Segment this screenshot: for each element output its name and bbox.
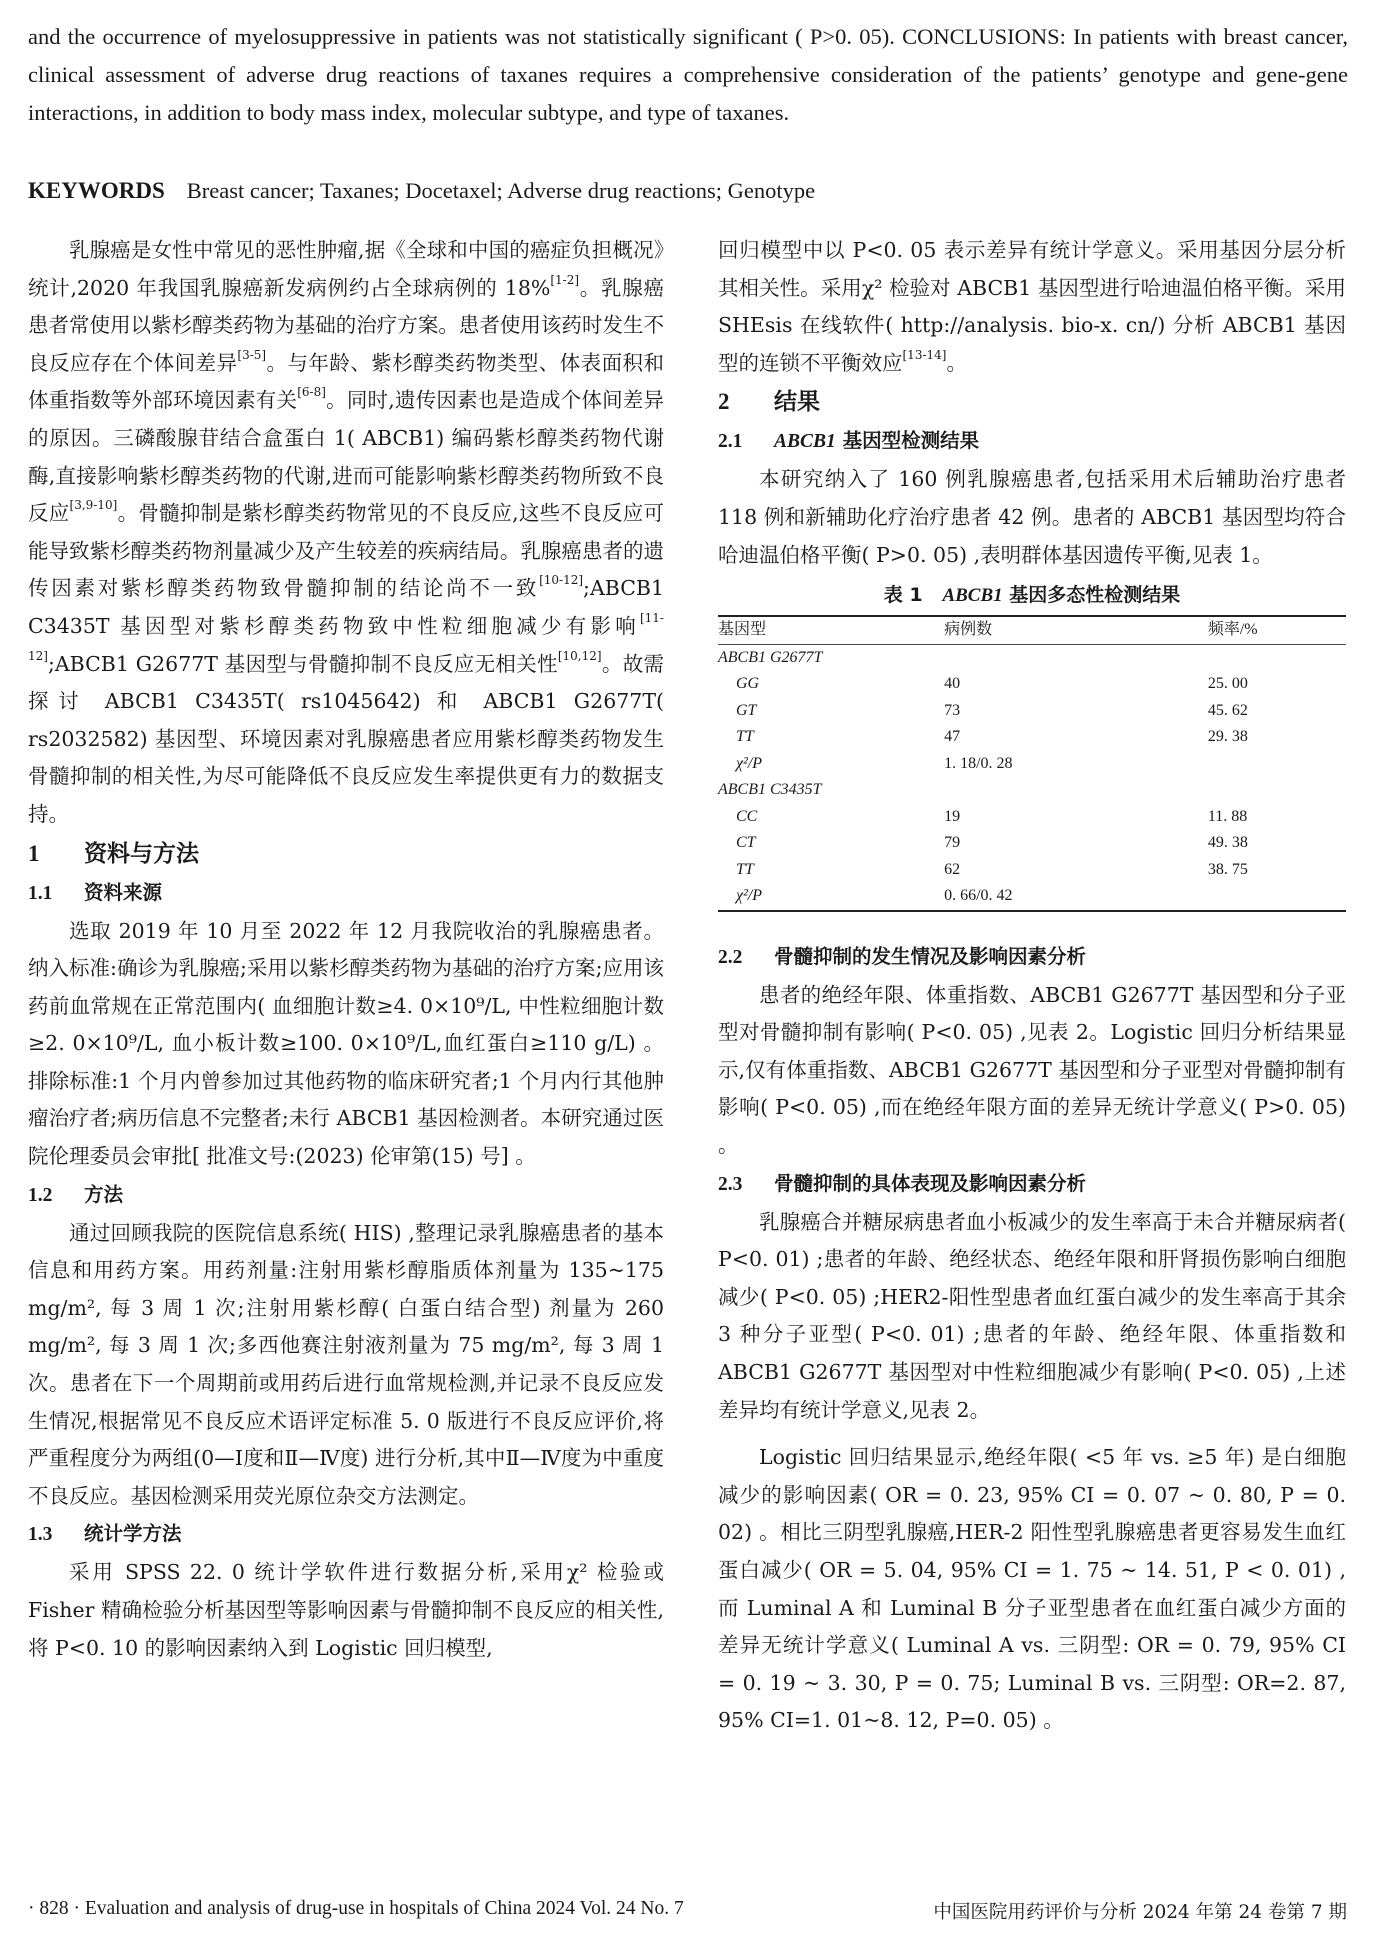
intro-seg: 乳腺癌是女性中常见的恶性肿瘤,据《全球和中国的癌症负担概况》统计,2020 年我国乳腺癌新发病例约占全球病例的 18% (28, 238, 664, 300)
section-1-3-heading (28, 1515, 664, 1554)
cases: 62 (944, 860, 961, 878)
stats-continued (718, 232, 1346, 382)
keywords (28, 178, 815, 204)
english-abstract (28, 18, 1348, 132)
section-title: 基因型检测结果 (835, 429, 980, 453)
cases: 47 (944, 728, 961, 746)
genotype: CC (736, 807, 758, 825)
stats-end: 。 (946, 350, 967, 375)
table-row (718, 671, 1346, 698)
citation: [6-8] (297, 385, 326, 400)
footer-journal-en: · 828 · Evaluation and analysis of drug-use in hospitals of China 2024 Vol. 24 No. 7 (28, 1898, 684, 1919)
intro-seg: ;ABCB1 C3435T 基因型对紫杉醇类药物致中性粒细胞减少有影响 (28, 576, 664, 638)
stat-value: 1. 18/0. 28 (944, 754, 1013, 772)
section-title: 统计学方法 (84, 1522, 182, 1546)
section-title: 骨髓抑制的具体表现及影响因素分析 (774, 1171, 1087, 1195)
stat-label: χ²/P (736, 887, 763, 905)
table-row (718, 804, 1346, 831)
gene-name: ABCB1 (942, 585, 1003, 607)
table-1-title (718, 576, 1346, 615)
section-title: 资料来源 (84, 880, 163, 904)
group-name: ABCB1 C3435T (718, 781, 822, 799)
intro-seg: 。故需探讨 ABCB1 C3435T( rs1045642) 和 ABCB1 G2677T( rs2032582) 基因型、环境因素对乳腺癌患者应用紫杉醇类药物发生骨髓抑制的相关性,为尽可能降低不良反应发生率提供更有力的数据支持。 (28, 651, 665, 826)
table-stat-row (718, 751, 1346, 778)
frequency: 45. 62 (1207, 701, 1248, 719)
section-number: 2.3 (718, 1173, 743, 1195)
section-number: 2.2 (718, 946, 743, 968)
footer-journal-cn: 中国医院用药评价与分析 2024 年第 24 卷第 7 期 (933, 1902, 1347, 1923)
section-title: 方法 (84, 1182, 124, 1206)
right-column (718, 232, 1346, 1740)
header-cases: 病例数 (944, 621, 993, 639)
section-number: 2.1 (718, 431, 743, 453)
citation: [11-12] (28, 610, 664, 663)
section-1-2-heading (28, 1176, 664, 1215)
section-1-heading (28, 834, 664, 874)
genotype: GG (736, 675, 760, 693)
intro-paragraph (28, 232, 664, 834)
keywords-list: Breast cancer; Taxanes; Docetaxel; Adverse drug reactions; Genotype (186, 178, 816, 203)
section-number: 1.3 (28, 1524, 53, 1546)
table-header-row (718, 616, 1346, 644)
intro-seg: 。与年龄、紫杉醇类药物类型、体表面积和体重指数等外部环境因素有关 (28, 350, 665, 413)
table-group-row (718, 777, 1346, 804)
keywords-label: KEYWORDS (28, 178, 165, 203)
left-column (28, 232, 664, 1667)
cases: 40 (944, 675, 961, 693)
section-title: 结果 (774, 389, 820, 416)
section-2-1-text: 本研究纳入了 160 例乳腺癌患者,包括采用术后辅助治疗患者 118 例和新辅助化疗治疗患者 42 例。患者的 ABCB1 基因型均符合哈迪温伯格平衡( P>0. 05) ,表明群体基因遗传平衡,见表 1。 (718, 467, 1346, 567)
genotype: CT (736, 834, 756, 852)
section-number: 1.2 (28, 1184, 53, 1206)
section-1-2-text: 通过回顾我院的医院信息系统( HIS) ,整理记录乳腺癌患者的基本信息和用药方案。用药剂量:注射用紫杉醇脂质体剂量为 135~175 mg/m², 每 3 周 1 次;注射用紫杉醇( 白蛋白结合型) 剂量为 260 mg/m², 每 3 周 1 次;多西他赛注射液剂量为 75 mg/m², 每 3 周 1 次。患者在下一个周期前或用药后进行血常规检测,并记录不良反应发生情况,根据常见不良反应术语评定标准 5. 0 版进行不良反应评价,将严重程度分为两组(0—Ⅰ度和Ⅱ—Ⅳ度) 进行分析,其中Ⅱ—Ⅳ度为中重度不良反应。基因检测采用荧光原位杂交方法测定。 (28, 1220, 664, 1508)
table-group-row (718, 644, 1346, 671)
frequency: 38. 75 (1207, 860, 1248, 878)
cases: 73 (944, 701, 961, 719)
table-caption: 基因多态性检测结果 (1002, 584, 1181, 607)
genotype: GT (736, 701, 757, 719)
frequency: 25. 00 (1207, 675, 1248, 693)
gene-name: ABCB1 (774, 431, 836, 453)
group-name: ABCB1 G2677T (718, 648, 823, 666)
section-1-1-heading (28, 874, 664, 913)
section-title: 骨髓抑制的发生情况及影响因素分析 (774, 944, 1087, 968)
section-2-3-text-2: Logistic 回归结果显示,绝经年限( <5 年 vs. ≥5 年) 是白细胞减少的影响因素( OR = 0. 23, 95% CI = 0. 07 ~ 0. 80, P = 0. 02) 。相比三阴型乳腺癌,HER-2 阳性型乳腺癌患者更容易发生血红蛋白减少( OR = 5. 04, 95% CI = 1. 75 ~ 14. 51, P < 0. 01) ,而 Luminal A 和 Luminal B 分子亚型患者在血红蛋白减少方面的差异无统计学意义( Luminal A vs. 三阴型: OR = 0. 79, 95% CI = 0. 19 ~ 3. 30, P = 0. 75; Luminal B vs. 三阴型: OR=2. 87, 95% CI=1. 01~8. 12, P=0. 05) 。 (718, 1445, 1346, 1733)
stat-value: 0. 66/0. 42 (944, 887, 1013, 905)
stats-text: 回归模型中以 P<0. 05 表示差异有统计学意义。采用基因分层分析其相关性。采用χ² 检验对 ABCB1 基因型进行哈迪温伯格平衡。采用 SHEsis 在线软件( http://analysis. bio-x. cn/) 分析 ABCB1 基因型的连锁不平衡效应 (718, 238, 1346, 375)
citation: [10,12] (557, 648, 602, 663)
citation: [10-12] (539, 573, 584, 588)
table-1 (718, 615, 1346, 912)
section-2-heading (718, 382, 1346, 422)
intro-seg: 。骨髓抑制是紫杉醇类药物常见的不良反应,这些不良反应可能导致紫杉醇类药物剂量减少及产生较差的疾病结局。乳腺癌患者的遗传因素对紫杉醇类药物致骨髓抑制的结论尚不一致 (28, 501, 664, 601)
genotype: TT (736, 860, 754, 878)
frequency: 49. 38 (1207, 834, 1248, 852)
cases: 19 (944, 807, 961, 825)
table-stat-row (718, 883, 1346, 911)
section-2-2-heading (718, 938, 1346, 977)
genotype: TT (736, 728, 754, 746)
table-row (718, 724, 1346, 751)
table-row (718, 857, 1346, 884)
intro-seg: 。乳腺癌患者常使用以紫杉醇类药物为基础的治疗方案。患者使用该药时发生不良反应存在个体间差异 (28, 275, 664, 375)
section-number: 1.1 (28, 882, 53, 904)
header-frequency: 频率/% (1207, 621, 1258, 639)
table-label: 表 1 (883, 584, 923, 607)
header-genotype: 基因型 (718, 621, 767, 639)
citation: [3,9-10] (69, 498, 118, 513)
abstract-text: and the occurrence of myelosuppressive in patients was not statistically significant ( P>0. 05). CONCLUSIONS: In patients with breast cancer, clinical assessment of adverse drug reactions of taxanes requires a comprehensive consideration of the patients’ genotype and gene-gene interactions, in addition to body mass index, molecular subtype, and type of taxanes. (28, 24, 1348, 125)
stat-label: χ²/P (736, 754, 763, 772)
section-1-1-text: 选取 2019 年 10 月至 2022 年 12 月我院收治的乳腺癌患者。纳入标准:确诊为乳腺癌;采用以紫杉醇类药物为基础的治疗方案;应用该药前血常规在正常范围内( 血细胞计数≥4. 0×10⁹/L, 中性粒细胞计数≥2. 0×10⁹/L, 血小板计数≥100. 0×10⁹/L,血红蛋白≥110 g/L) 。排除标准:1 个月内曾参加过其他药物的临床研究者;1 个月内行其他肿瘤治疗者;病历信息不完整者;未行 ABCB1 基因检测者。本研究通过医院伦理委员会审批[ 批准文号:(2023) 伦审第(15) 号] 。 (28, 918, 664, 1169)
cases: 79 (944, 834, 961, 852)
citation: [13-14] (902, 347, 947, 362)
frequency: 11. 88 (1207, 807, 1248, 825)
section-number: 2 (718, 389, 730, 415)
section-2-1-heading (718, 422, 1346, 461)
table-row (718, 830, 1346, 857)
section-1-3-text: 采用 SPSS 22. 0 统计学软件进行数据分析,采用χ² 检验或 Fisher 精确检验分析基因型等影响因素与骨髓抑制不良反应的相关性,将 P<0. 10 的影响因素纳入到 Logistic 回归模型, (28, 1560, 664, 1660)
frequency: 29. 38 (1207, 728, 1248, 746)
section-2-3-heading (718, 1165, 1346, 1204)
intro-seg: 。同时,遗传因素也是造成个体间差异的原因。三磷酸腺苷结合盒蛋白 1( ABCB1) 编码紫杉醇类药物代谢酶,直接影响紫杉醇类药物的代谢,进而可能影响紫杉醇类药物所致不良反应 (28, 388, 665, 526)
section-2-2-text: 患者的绝经年限、体重指数、ABCB1 G2677T 基因型和分子亚型对骨髓抑制有影响( P<0. 05) ,见表 2。Logistic 回归分析结果显示,仅有体重指数、ABCB1 G2677T 基因型和分子亚型对骨髓抑制有影响( P<0. 05) ,而在绝经年限方面的差异无统计学意义( P>0. 05) 。 (718, 982, 1346, 1158)
section-number: 1 (28, 840, 40, 866)
section-2-3-text-1: 乳腺癌合并糖尿病患者血小板减少的发生率高于未合并糖尿病者( P<0. 01) ;患者的年龄、绝经状态、绝经年限和肝肾损伤影响白细胞减少( P<0. 05) ;HER2-阳性型患者血红蛋白减少的发生率高于其余 3 种分子亚型( P<0. 01) ;患者的年龄、绝经年限、体重指数和 ABCB1 G2677T 基因型对中性粒细胞减少有影响( P<0. 05) ,上述差异均有统计学意义,见表 2。 (718, 1209, 1346, 1422)
section-title: 资料与方法 (84, 840, 199, 867)
intro-seg: ;ABCB1 G2677T 基因型与骨髓抑制不良反应无相关性 (47, 651, 558, 676)
citation: [1-2] (550, 272, 580, 287)
table-row (718, 698, 1346, 725)
citation: [3-5] (237, 347, 267, 362)
